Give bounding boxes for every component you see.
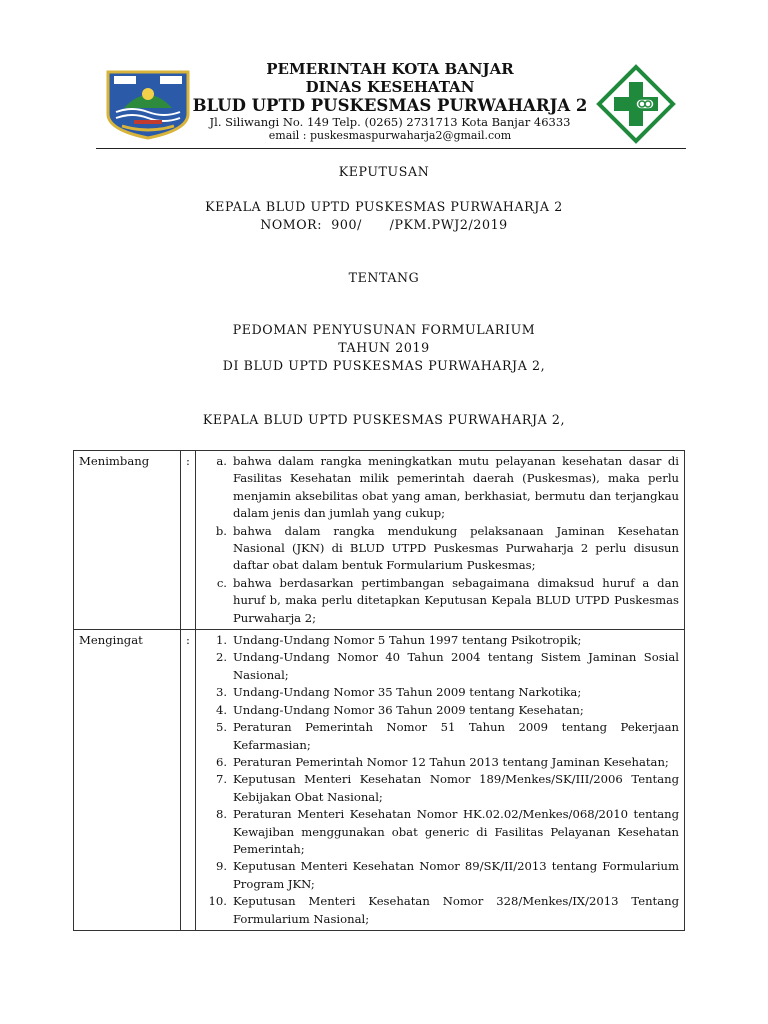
subject-line-3: DI BLUD UPTD PUSKESMAS PURWAHARJA 2, bbox=[222, 358, 546, 373]
item-marker: b. bbox=[215, 523, 227, 538]
list-item bbox=[201, 453, 679, 523]
list-item bbox=[201, 893, 679, 928]
item-text: bahwa dalam rangka mendukung pelaksanaan Jaminan Kesehatan Nasional (JKN) di BLUD UTPD Puskesmas Purwaharja 2 perlu disusun daftar obat dalam bentuk Formularium Puskesmas; bbox=[233, 523, 679, 573]
government-name: PEMERINTAH KOTA BANJAR bbox=[266, 60, 514, 78]
item-marker: 7. bbox=[215, 772, 227, 787]
mengingat-label: Mengingat bbox=[74, 630, 181, 931]
list-item bbox=[201, 719, 679, 754]
list-item bbox=[201, 523, 679, 575]
letterhead bbox=[190, 60, 590, 142]
item-text: Keputusan Menteri Kesehatan Nomor 189/Menkes/SK/III/2006 Tentang Kebijakan Obat Nasional; bbox=[233, 772, 679, 804]
item-marker: 10. bbox=[208, 894, 227, 909]
item-text: Undang-Undang Nomor 35 Tahun 2009 tentang Narkotika; bbox=[233, 685, 582, 700]
item-text: Undang-Undang Nomor 36 Tahun 2009 tentang Kesehatan; bbox=[233, 702, 584, 717]
subject-line-1: PEDOMAN PENYUSUNAN FORMULARIUM bbox=[232, 322, 536, 337]
decree-number: NOMOR: 900/ /PKM.PWJ2/2019 bbox=[260, 217, 508, 232]
issuer-line-2: KEPALA BLUD UPTD PUSKESMAS PURWAHARJA 2, bbox=[202, 412, 566, 427]
list-item bbox=[201, 771, 679, 806]
kota-banjar-emblem bbox=[104, 68, 192, 140]
list-item bbox=[201, 575, 679, 627]
item-text: Undang-Undang Nomor 40 Tahun 2004 tentang Sistem Jaminan Sosial Nasional; bbox=[233, 650, 679, 682]
puskesmas-logo bbox=[596, 64, 676, 144]
mengingat-colon: : bbox=[181, 630, 196, 931]
institution-name: BLUD UPTD PUSKESMAS PURWAHARJA 2 bbox=[192, 96, 588, 115]
item-marker: 9. bbox=[215, 859, 227, 874]
item-text: bahwa berdasarkan pertimbangan sebagaimana dimaksud huruf a dan huruf b, maka perlu ditetapkan Keputusan Kepala BLUD UTPD Puskesmas Purwaharja 2; bbox=[233, 575, 679, 625]
mengingat-list bbox=[201, 632, 679, 928]
item-text: Peraturan Pemerintah Nomor 12 Tahun 2013 tentang Jaminan Kesehatan; bbox=[233, 754, 669, 769]
menimbang-colon: : bbox=[181, 451, 196, 630]
item-marker: 2. bbox=[215, 650, 227, 665]
item-marker: 4. bbox=[215, 702, 227, 717]
email-address: email : puskesmaspurwaharja2@gmail.com bbox=[268, 129, 512, 142]
list-item bbox=[201, 649, 679, 684]
list-item bbox=[201, 858, 679, 893]
list-item bbox=[201, 754, 679, 771]
item-marker: 3. bbox=[215, 685, 227, 700]
mengingat-row bbox=[74, 630, 685, 931]
item-text: bahwa dalam rangka meningkatkan mutu pelayanan kesehatan dasar di Fasilitas Kesehatan milik pemerintah daerah (Puskesmas), maka perlu menjamin aksebilitas obat yang aman, berkhasiat, bermutu dan terjangkau dalam jenis dan jumlah yang cukup; bbox=[233, 454, 679, 521]
item-marker: 8. bbox=[215, 807, 227, 822]
item-marker: 5. bbox=[215, 720, 227, 735]
about-heading: TENTANG bbox=[348, 270, 420, 285]
department-name: DINAS KESEHATAN bbox=[305, 78, 475, 96]
item-text: Peraturan Menteri Kesehatan Nomor HK.02.02/Menkes/068/2010 tentang Kewajiban menggunakan obat generic di Fasilitas Pelayanan Kesehatan Pemerintah; bbox=[233, 807, 679, 856]
address: Jl. Siliwangi No. 149 Telp. (0265) 2731713 Kota Banjar 46333 bbox=[209, 115, 571, 129]
menimbang-content bbox=[196, 451, 685, 630]
puskesmas-cross-icon bbox=[596, 64, 676, 144]
list-item bbox=[201, 806, 679, 858]
kota-banjar-emblem-icon bbox=[104, 68, 192, 140]
menimbang-row bbox=[74, 451, 685, 630]
item-marker: 6. bbox=[215, 754, 227, 769]
item-text: Keputusan Menteri Kesehatan Nomor 328/Menkes/IX/2013 Tentang Formularium Nasional; bbox=[233, 894, 679, 926]
issuer-line: KEPALA BLUD UPTD PUSKESMAS PURWAHARJA 2 bbox=[205, 199, 563, 214]
item-marker: c. bbox=[216, 575, 227, 590]
list-item bbox=[201, 702, 679, 719]
letterhead-divider bbox=[96, 148, 686, 149]
item-text: Keputusan Menteri Kesehatan Nomor 89/SK/II/2013 tentang Formularium Program JKN; bbox=[233, 859, 679, 891]
item-marker: 1. bbox=[215, 633, 227, 648]
mengingat-content bbox=[196, 630, 685, 931]
decree-table bbox=[73, 450, 685, 931]
menimbang-list bbox=[201, 453, 679, 627]
decision-heading: KEPUTUSAN bbox=[338, 164, 430, 179]
list-item bbox=[201, 684, 679, 701]
item-text: Peraturan Pemerintah Nomor 51 Tahun 2009 tentang Pekerjaan Kefarmasian; bbox=[233, 720, 679, 752]
menimbang-label: Menimbang bbox=[74, 451, 181, 630]
subject-line-2: TAHUN 2019 bbox=[338, 340, 430, 355]
list-item bbox=[201, 632, 679, 649]
item-marker: a. bbox=[216, 454, 227, 468]
item-text: Undang-Undang Nomor 5 Tahun 1997 tentang Psikotropik; bbox=[233, 633, 582, 648]
